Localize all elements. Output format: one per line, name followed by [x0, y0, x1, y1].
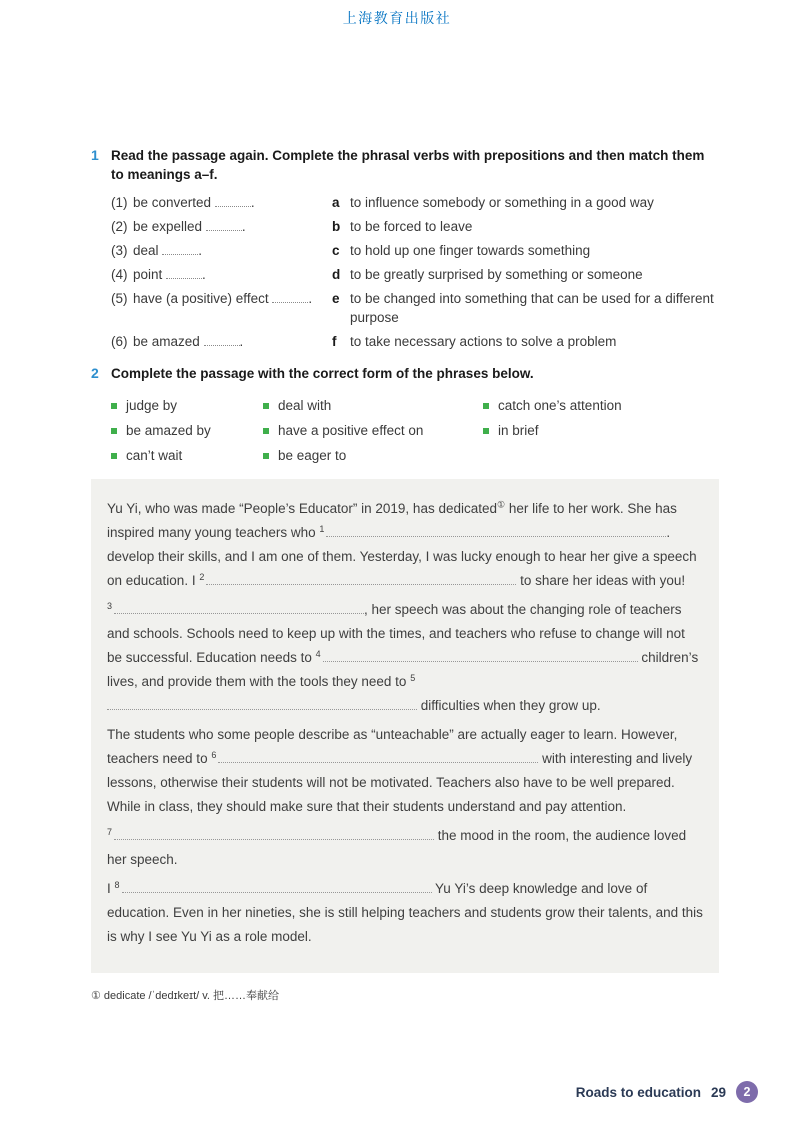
passage-box [91, 479, 719, 973]
phrase-item [483, 397, 719, 414]
preposition-blank [215, 195, 251, 207]
bullet-square-icon [483, 428, 489, 434]
blank-number: 2 [199, 571, 205, 582]
page-content [91, 112, 719, 1003]
item-number: (1) [111, 195, 128, 210]
blank-number: 5 [410, 672, 416, 683]
exercise-1-instruction: Read the passage again. Complete the phrasal verbs with prepositions and then match them to meanings a–f. [111, 148, 705, 182]
phrase-label: deal with [278, 398, 332, 413]
phrase-item [111, 397, 263, 414]
preposition-blank [272, 291, 308, 303]
exercise-2-instruction: Complete the passage with the correct form of the phrases below. [111, 366, 534, 381]
unit-title: Roads to education [575, 1084, 701, 1100]
phrasal-verb: have (a positive) effect . [133, 291, 313, 306]
blank-number: 3 [107, 600, 113, 611]
exercise-2-number: 2 [91, 365, 99, 381]
passage-paragraph: Yu Yi, who was made “People’s Educator” in 2019, has dedicated① her life to her work. She has inspired many young teachers who $^1$ . develop their skills, and I am one of them. Yesterday, I was lucky enough to hear her give a speech on education. I $^2$ to share her ideas with you! [107, 499, 697, 588]
page-number: 29 [710, 1084, 726, 1100]
meaning-text: to be forced to leave [350, 219, 473, 234]
bullet-square-icon [111, 428, 117, 434]
fill-in-blank [107, 697, 417, 710]
exercise-2-header [91, 364, 719, 383]
item-number: (2) [111, 219, 128, 234]
phrase-label: be eager to [278, 448, 347, 463]
meaning-text: to hold up one finger towards something [350, 243, 591, 258]
banner-label: Focus on language [100, 115, 219, 130]
phrasal-verb: deal . [133, 243, 203, 258]
meaning-letter: d [332, 267, 341, 282]
fill-in-blank [323, 649, 638, 662]
item-number: (4) [111, 267, 128, 282]
phrasal-verb: be expelled . [133, 219, 246, 234]
preposition-blank [206, 219, 242, 231]
item-number: (6) [111, 334, 128, 349]
phrase-label: catch one’s attention [498, 398, 622, 413]
exercise-1 [91, 146, 719, 351]
preposition-blank [162, 243, 198, 255]
footnote: ① dedicate /ˈdedɪkeɪt/ v. 把……奉献给 [91, 990, 280, 1002]
phrasal-verb: be converted . [133, 195, 255, 210]
meaning-text: to be changed into something that can be used for a different purpose [350, 291, 714, 325]
passage-paragraph: I $^8$ Yu Yi’s deep knowledge and love of education. Even in her nineties, she is still helping teachers and students grow their talents, and this is why I see Yu Yi as a role model. [107, 879, 703, 944]
matching-list [111, 193, 719, 351]
phrase-item [263, 447, 483, 464]
exercise-2 [91, 364, 719, 973]
phrase-item [263, 397, 483, 414]
meaning-letter: a [332, 195, 340, 210]
phrase-bank [111, 397, 719, 464]
phrase-label: have a positive effect on [278, 423, 424, 438]
phrasal-verb: be amazed . [133, 334, 244, 349]
exercise-1-number: 1 [91, 147, 99, 163]
meaning-text: to be greatly surprised by something or someone [350, 267, 643, 282]
page-footer [576, 1081, 758, 1103]
bullet-square-icon [111, 403, 117, 409]
unit-number-badge: 2 [736, 1081, 758, 1103]
phrase-label: in brief [498, 423, 539, 438]
phrase-label: judge by [126, 398, 178, 413]
fill-in-blank [114, 601, 364, 614]
bullet-square-icon [111, 453, 117, 459]
bullet-square-icon [263, 453, 269, 459]
meaning-letter: b [332, 219, 341, 234]
item-number: (3) [111, 243, 128, 258]
blank-number: 8 [114, 879, 120, 890]
meaning-letter: f [332, 334, 337, 349]
meaning-text: to influence somebody or something in a good way [350, 195, 654, 210]
blank-number: 6 [211, 749, 217, 760]
fill-in-blank [326, 524, 666, 537]
phrase-item [111, 447, 263, 464]
blank-number: 1 [319, 523, 325, 534]
bullet-square-icon [263, 428, 269, 434]
meaning-letter: e [332, 291, 340, 306]
publisher-header: 上海教育出版社 [342, 10, 452, 26]
phrase-item [263, 422, 483, 439]
passage-paragraph: $^3$ , her speech was about the changing role of teachers and schools. Schools need to keep up with the times, and teachers who refuse to change will not be successful. Education needs to $^4$ children’s lives, and provide them with the tools they need to $^5$ difficulties when they grow up. [107, 600, 699, 713]
fill-in-blank [122, 880, 432, 893]
fill-in-blank [206, 572, 516, 585]
preposition-blank [204, 334, 240, 346]
footnote-marker: ① [497, 499, 506, 510]
phrasal-verb: point . [133, 267, 206, 282]
passage-paragraph: The students who some people describe as “unteachable” are actually eager to learn. However, teachers need to $^6$ with interesting and lively lessons, otherwise their students will not be motivated. Teachers also have to be well prepared. While in class, they should make sure that their students understand and pay attention. [107, 727, 693, 814]
preposition-blank [166, 267, 202, 279]
fill-in-blank [114, 827, 434, 840]
meaning-text: to take necessary actions to solve a problem [350, 334, 617, 349]
phrase-item [483, 422, 719, 439]
bullet-square-icon [483, 403, 489, 409]
exercise-1-header [91, 146, 719, 184]
phrase-label: be amazed by [126, 423, 211, 438]
phrase-item [111, 422, 263, 439]
passage-paragraph: $^7$ the mood in the room, the audience loved her speech. [107, 826, 687, 867]
blank-number: 4 [315, 648, 321, 659]
focus-on-language-banner [91, 112, 413, 133]
phrase-label: can’t wait [126, 448, 183, 463]
bullet-square-icon [263, 403, 269, 409]
blank-number: 7 [107, 826, 113, 837]
fill-in-blank [218, 750, 538, 763]
meaning-letter: c [332, 243, 340, 258]
item-number: (5) [111, 291, 128, 306]
